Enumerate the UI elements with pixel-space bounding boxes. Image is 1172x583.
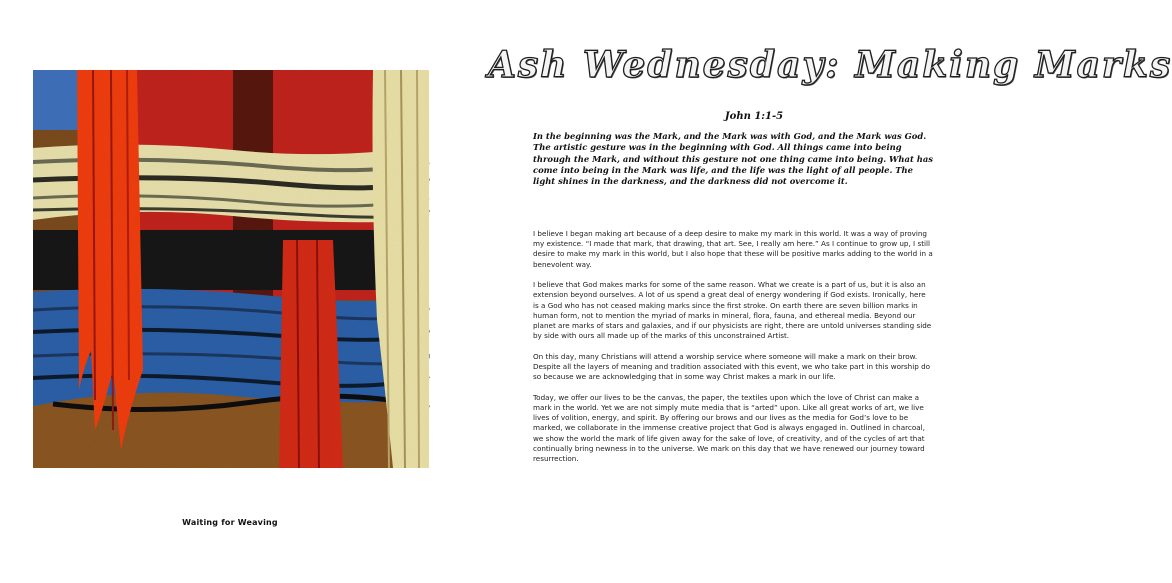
article-body (533, 229, 933, 475)
artwork-image (33, 70, 429, 468)
paragraph: On this day, many Christians will attend a worship service where someone will make a mark on their brow. Despite all the layers of meaning and tradition associated with this event, we who take part in this worship do so because we are acknowledging that in some way Christ makes a mark in our life. (533, 351, 931, 382)
paragraph: I believe I began making art because of a deep desire to make my mark in this world. It was a way of proving my existence. “I made that mark, that drawing, that art. See, I really am here.” As I continue to grow up, I still desire to make my mark in this world, but I also hope that these will be positive marks adding to the world in a benevolent way. (533, 229, 933, 269)
paragraph: Today, we offer our lives to be the canvas, the paper, the textiles upon which the love of Christ can make a mark in the world. Yet we are not simply mute media that is “arted” upon. Like all great works of art, we live lives of volition, energy, and spirit. By offering our brows and our lives as the media for God’s love to be marked, we collaborate in the immense creative project that God is always engaged in. Outlined in charcoal, we show the world the mark of life given away for the sake of love, of creativity, and of the cycles of art that continually bring newness in to the universe. We mark on this day that we have renewed our journey toward resurrection. (533, 392, 925, 464)
scripture-reference: John 1:1-5 (724, 111, 784, 122)
scripture-passage: In the beginning was the Mark, and the Mark was with God, and the Mark was God. The artistic gesture was in the beginning with God. All things came into being through the Mark, and without this gesture not one thing came into being. What has come into being in the Mark was life, and the life was the light of all people. The light shines in the darkness, and the darkness did not overcome it. (533, 131, 933, 187)
artwork-caption: Waiting for Weaving (182, 518, 278, 527)
page-title: Ash Wednesday: Making Marks (488, 44, 1172, 86)
paragraph: I believe that God makes marks for some of the same reason. What we create is a part of us, but it is also an extension beyond ourselves. A lot of us spend a great deal of energy wondering if God exists. Ironically, here is a God who has not ceased making marks since the first stroke. On earth there are seven billion marks in human form, not to mention the myriad of marks in mineral, flora, fauna, and ethereal media. Beyond our planet are marks of stars and galaxies, and if our physicists are right, there are untold universes standing side by side with ours all made up of the marks of this unconstrained Artist. (533, 280, 932, 341)
